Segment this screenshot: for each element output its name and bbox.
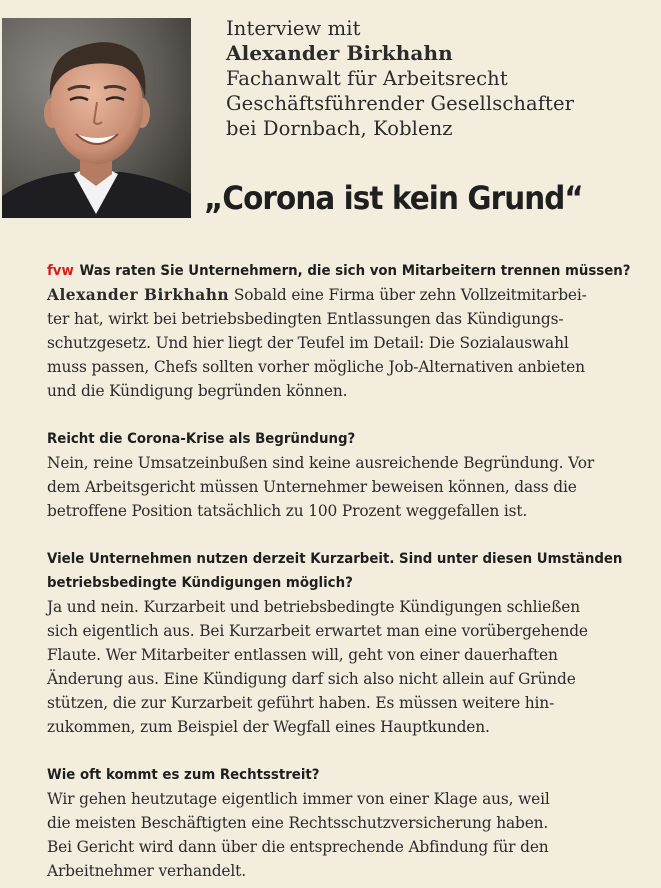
answer-line: Arbeitnehmer verhandelt. [47,862,246,880]
answer-line: betroffene Position tatsächlich zu 100 Prozent weggefallen ist. [47,502,528,520]
portrait-photo [2,18,191,218]
answer-line: ter hat, wirkt bei betriebsbedingten Entlassungen das Kündigungs- [47,310,564,328]
answer-line: und die Kündigung begründen können. [47,382,348,400]
interview-body [47,259,647,888]
answer-line: schutzgesetz. Und hier liegt der Teufel im Detail: Die Sozialauswahl [47,334,569,352]
answer-line: zukommen, zum Beispiel der Wegfall eines Hauptkunden. [47,718,490,736]
answer-text: Sobald eine Firma über zehn Vollzeitmitarbei- [233,286,587,304]
answer [47,595,647,739]
interview-intro: Interview mit [226,17,361,40]
interviewee-role-3: bei Dornbach, Koblenz [226,117,453,140]
speaker-name: Alexander Birkhahn [47,286,230,304]
question-line: Was raten Sie Unternehmern, die sich von Mitarbeitern trennen müssen? [79,263,631,279]
qa-block [47,547,647,739]
answer-line: Nein, reine Umsatzeinbußen sind keine ausreichende Begründung. Vor [47,454,595,472]
answer-line [47,283,647,307]
brand-label: fvw [47,263,74,279]
answer-line: Änderung aus. Eine Kündigung darf sich also nicht allein auf Gründe [47,670,576,688]
interviewee-role-2: Geschäftsführender Gesellschafter [226,92,575,115]
answer-line: stützen, die zur Kurzarbeit geführt haben. Es müssen weitere hin- [47,694,555,712]
answer [47,787,647,883]
question-line: betriebsbedingte Kündigungen möglich? [47,575,353,591]
interviewee-name: Alexander Birkhahn [226,41,453,65]
headline: „Corona ist kein Grund“ [204,179,583,217]
answer-line: Flaute. Wer Mitarbeiter entlassen will, geht von einer dauerhaften [47,646,558,664]
answer-line: sich eigentlich aus. Bei Kurzarbeit erwartet man eine vorübergehende [47,622,588,640]
question: Wie oft kommt es zum Rechtsstreit? [47,767,320,783]
question: Reicht die Corona-Krise als Begründung? [47,431,356,447]
question [47,259,649,283]
portrait-illustration [2,18,191,218]
answer-line: muss passen, Chefs sollten vorher mögliche Job-Alternativen anbieten [47,358,585,376]
qa-block [47,763,647,883]
interview-header [226,16,574,141]
answer-line: Bei Gericht wird dann über die entsprechende Abfindung für den [47,838,549,856]
qa-block [47,427,647,523]
qa-block [47,259,647,403]
answer [47,283,647,403]
question-line: Viele Unternehmen nutzen derzeit Kurzarbeit. Sind unter diesen Umständen [47,551,623,567]
answer-line: Wir gehen heutzutage eigentlich immer von einer Klage aus, weil [47,790,550,808]
answer [47,451,647,523]
answer-line: dem Arbeitsgericht müssen Unternehmer beweisen können, dass die [47,478,577,496]
answer-line: Ja und nein. Kurzarbeit und betriebsbedingte Kündigungen schließen [47,598,580,616]
interviewee-role-1: Fachanwalt für Arbeitsrecht [226,67,508,90]
answer-line: die meisten Beschäftigten eine Rechtsschutzversicherung haben. [47,814,549,832]
